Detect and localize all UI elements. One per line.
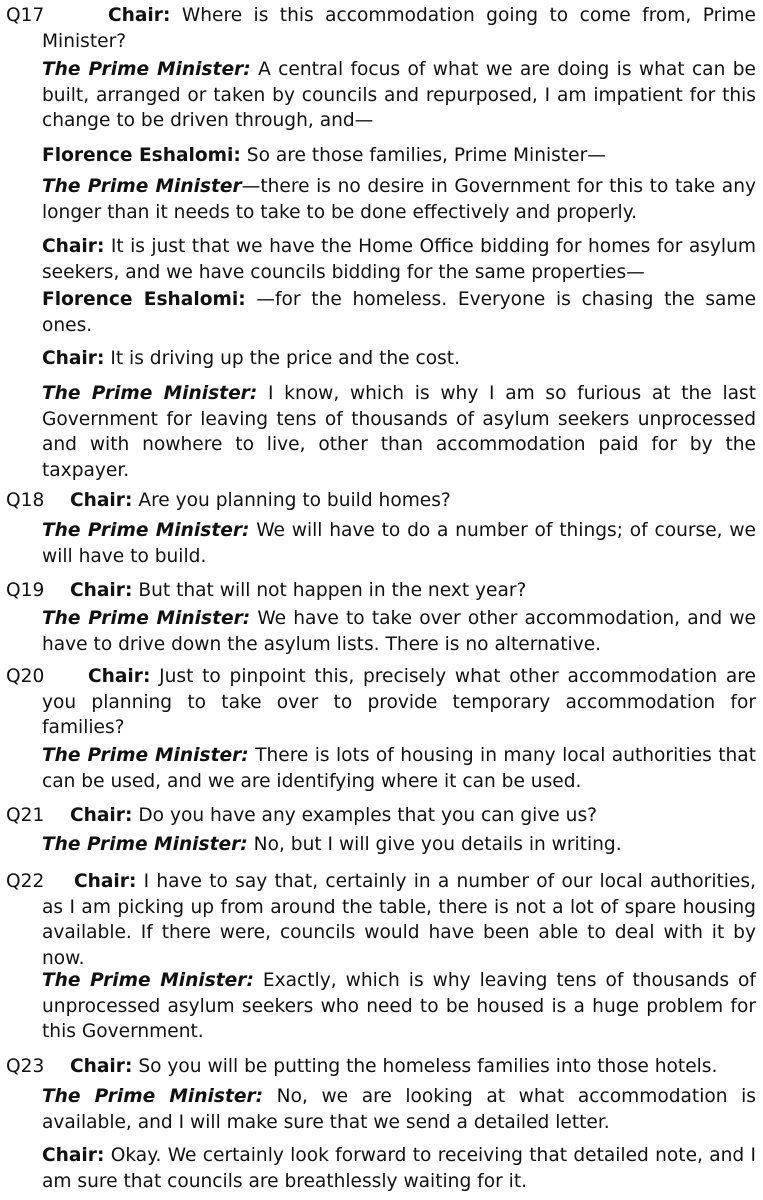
transcript-paragraph (42, 664, 756, 741)
speaker-prime-minister: The Prime Minister: (42, 520, 250, 541)
speaker-chair: Chair: (42, 348, 105, 369)
transcript-paragraph (42, 1143, 756, 1194)
speaker-prime-minister: The Prime Minister: (42, 970, 254, 991)
transcript-paragraph (42, 57, 756, 134)
paragraph-text: There is lots of housing in many local authorities that can be used, and we are identifying where it can be used. (42, 745, 756, 792)
speaker-florence-eshalomi: Florence Eshalomi: (42, 289, 246, 310)
transcript-paragraph (42, 578, 756, 604)
transcript-paragraph (42, 3, 756, 54)
speaker-chair: Chair: (70, 1056, 133, 1077)
transcript-paragraph (42, 743, 756, 794)
question-number: Q19 (6, 580, 45, 601)
transcript-paragraph (42, 1054, 756, 1080)
paragraph-text: I have to say that, certainly in a number of our local authorities, as I am picking up from around the table, there is not a lot of spare housing available. If there were, councils would have been able to deal with it by now. (42, 871, 756, 969)
transcript-paragraph (42, 287, 756, 338)
transcript-paragraph (42, 346, 756, 372)
speaker-prime-minister: The Prime Minister: (42, 608, 251, 629)
paragraph-text: Exactly, which is why leaving tens of thousands of unprocessed asylum seekers who need to be housed is a huge problem for this Government. (42, 970, 756, 1042)
paragraph-text: We have to take over other accommodation, and we have to drive down the asylum lists. There is no alternative. (42, 608, 756, 655)
transcript-paragraph (42, 518, 756, 569)
question-number: Q18 (6, 490, 45, 511)
paragraph-text: No, but I will give you details in writing. (253, 834, 622, 855)
paragraph-text: —for the homeless. Everyone is chasing the same ones. (42, 289, 757, 336)
paragraph-text: I know, which is why I am so furious at the last Government for leaving tens of thousands of asylum seekers unprocessed and with nowhere to live, other than accommodation paid for by the taxpayer. (42, 383, 756, 481)
speaker-prime-minister: The Prime Minister: (42, 834, 248, 855)
paragraph-text: Just to pinpoint this, precisely what other accommodation are you planning to take over to provide temporary accommodation for families? (42, 666, 756, 738)
question-number: Q23 (6, 1056, 45, 1077)
speaker-prime-minister: The Prime Minister: (42, 383, 258, 404)
paragraph-text: We will have to do a number of things; of course, we will have to build. (42, 520, 756, 567)
transcript-paragraph (42, 488, 756, 514)
speaker-chair: Chair: (88, 666, 151, 687)
question-number: Q20 (6, 666, 45, 687)
speaker-chair: Chair: (70, 805, 133, 826)
transcript-paragraph (42, 832, 756, 858)
speaker-prime-minister: The Prime Minister: (42, 1086, 264, 1107)
transcript-paragraph (42, 1084, 756, 1135)
paragraph-text: Where is this accommodation going to come from, Prime Minister? (42, 5, 756, 52)
paragraph-text: Do you have any examples that you can give us? (138, 805, 597, 826)
speaker-chair: Chair: (70, 580, 133, 601)
speaker-prime-minister: The Prime Minister: (42, 745, 249, 766)
transcript-paragraph (42, 606, 756, 657)
transcript-paragraph (42, 381, 756, 483)
paragraph-text: But that will not happen in the next year? (138, 580, 527, 601)
transcript-paragraph (42, 234, 756, 285)
speaker-prime-minister: The Prime Minister (42, 176, 242, 197)
question-number: Q22 (6, 871, 45, 892)
paragraph-text: So are those families, Prime Minister— (246, 145, 606, 166)
paragraph-text: Okay. We certainly look forward to receiving that detailed note, and I am sure that councils are breathlessly waiting for it. (42, 1145, 756, 1192)
speaker-chair: Chair: (42, 236, 105, 257)
paragraph-text: It is driving up the price and the cost. (110, 348, 460, 369)
speaker-florence-eshalomi: Florence Eshalomi: (42, 145, 241, 166)
question-number: Q17 (6, 5, 45, 26)
paragraph-text: A central focus of what we are doing is what can be built, arranged or taken by councils and repurposed, I am impatient for this change to be driven through, and— (42, 59, 756, 131)
speaker-chair: Chair: (42, 1145, 105, 1166)
speaker-chair: Chair: (70, 490, 133, 511)
paragraph-text: Are you planning to build homes? (138, 490, 451, 511)
speaker-chair: Chair: (74, 871, 137, 892)
transcript-paragraph (42, 174, 756, 225)
paragraph-text: No, we are looking at what accommodation is available, and I will make sure that we send a detailed letter. (42, 1086, 756, 1133)
transcript-paragraph (42, 968, 756, 1045)
paragraph-text: It is just that we have the Home Office bidding for homes for asylum seekers, and we have councils bidding for the same properties— (42, 236, 756, 283)
transcript-paragraph (42, 869, 756, 971)
speaker-prime-minister: The Prime Minister: (42, 59, 251, 80)
speaker-chair: Chair: (108, 5, 171, 26)
transcript-paragraph (42, 143, 756, 169)
transcript-paragraph (42, 803, 756, 829)
paragraph-text: —there is no desire in Government for this to take any longer than it needs to take to be done effectively and properly. (42, 176, 756, 223)
paragraph-text: So you will be putting the homeless families into those hotels. (138, 1056, 718, 1077)
question-number: Q21 (6, 805, 45, 826)
